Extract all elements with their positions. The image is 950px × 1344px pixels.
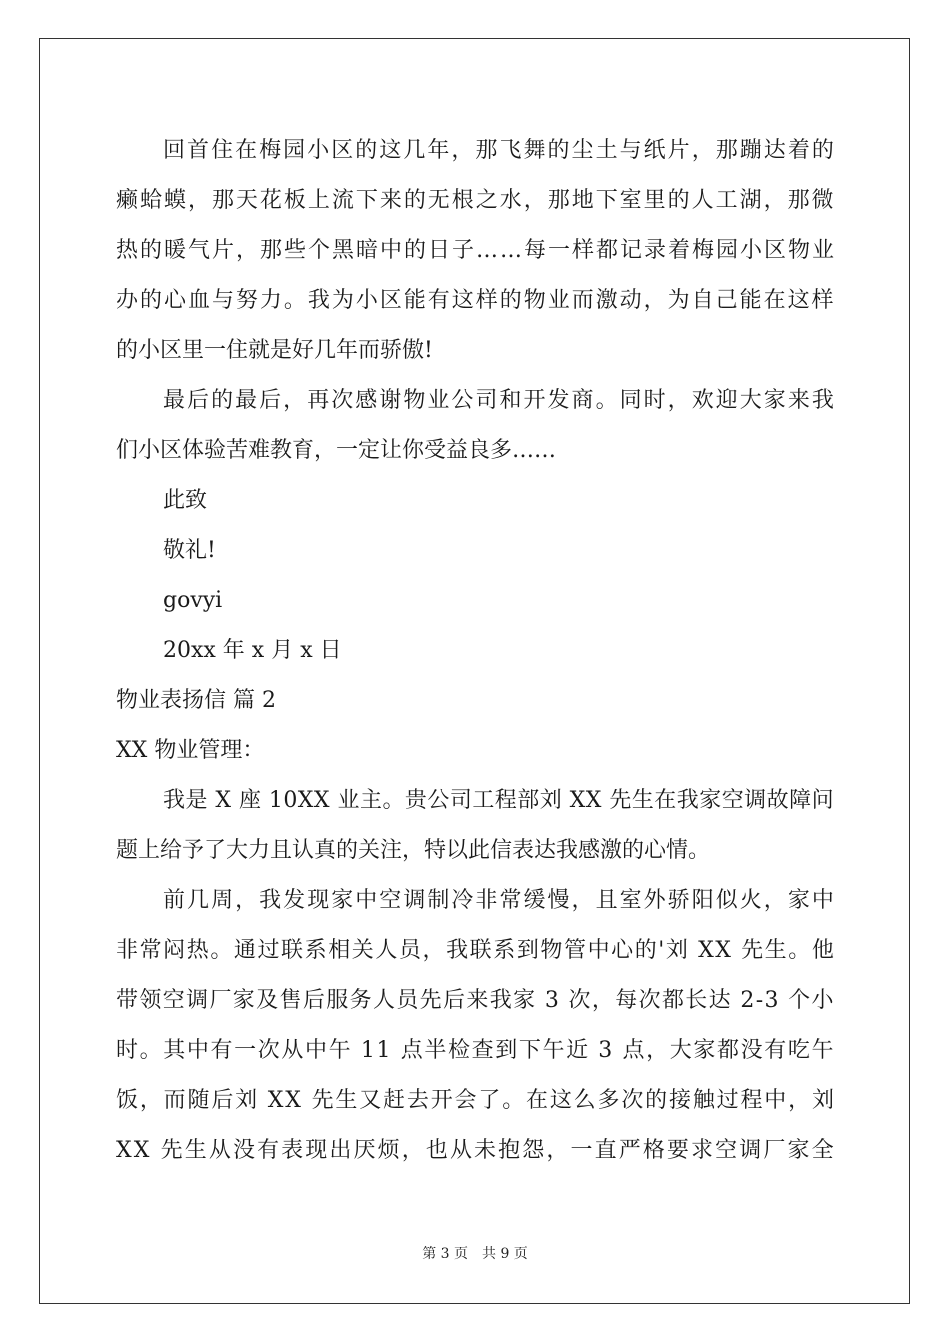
text-line: 前 几 周 ， 我 发 现 家 中 空 调 制 冷 非 常 缓 慢 ， 且 室 外 骄 阳 似 火 ， 家 中 [163,888,834,913]
text-line: X X 先 生 从 没 有 表 现 出 厌 烦 ， 也 从 未 抱 怨 ， 一 直 严 格 要 求 空 调 厂 家 全 [116,1138,834,1163]
text-line: 敬礼! [163,538,216,563]
page-number-footer: 第 3 页 共 9 页 [422,1246,528,1262]
text-line: govyi [163,588,223,613]
text-line: XX 物业管理： [116,738,265,763]
document-body [116,126,834,1176]
text-line: 非 常 闷 热 。 通 过 联 系 相 关 人 员 ， 我 联 系 到 物 管 中 心 的 ' 刘 X X 先 生 。 他 [116,938,834,963]
text-line: 题上给予了大力且认真的关注，特以此信表达我感激的心情。 [116,838,711,863]
text-line: 带 领 空 调 厂 家 及 售 后 服 务 人 员 先 后 来 我 家 3 次 ， 每 次 都 长 达 2 - 3 个 小 [116,988,834,1013]
text-line: 此致 [163,488,208,513]
text-line: 时 。 其 中 有 一 次 从 中 午 1 1 点 半 检 查 到 下 午 近 3 点 ， 大 家 都 没 有 吃 午 [116,1038,834,1063]
text-line: 的小区里一住就是好几年而骄傲! [116,338,433,363]
text-line: 最 后 的 最 后 ， 再 次 感 谢 物 业 公 司 和 开 发 商 。 同 时 ， 欢 迎 大 家 来 我 [163,388,834,413]
text-line: 回 首 住 在 梅 园 小 区 的 这 几 年 ， 那 飞 舞 的 尘 土 与 纸 片 ， 那 蹦 达 着 的 [163,138,834,163]
text-line: 们小区体验苦难教育，一定让你受益良多…… [116,438,557,463]
text-line: 饭 ， 而 随 后 刘 X X 先 生 又 赶 去 开 会 了 。 在 这 么 多 次 的 接 触 过 程 中 ， 刘 [116,1088,834,1113]
text-line: 癞 蛤 蟆 ， 那 天 花 板 上 流 下 来 的 无 根 之 水 ， 那 地 下 室 里 的 人 工 湖 ， 那 微 [116,188,834,213]
text-line: 我 是 X 座 1 0 X X 业 主 。 贵 公 司 工 程 部 刘 X X 先 生 在 我 家 空 调 故 障 问 [163,788,834,813]
text-line: 物业表扬信 篇 2 [116,688,276,713]
text-line: 20xx 年 x 月 x 日 [163,638,342,663]
text-line: 热 的 暖 气 片 ， 那 些 个 黑 暗 中 的 日 子 … … 每 一 样 都 记 录 着 梅 园 小 区 物 业 [116,238,834,263]
text-line: 办 的 心 血 与 努 力 。 我 为 小 区 能 有 这 样 的 物 业 而 激 动 ， 为 自 己 能 在 这 样 [116,288,834,313]
